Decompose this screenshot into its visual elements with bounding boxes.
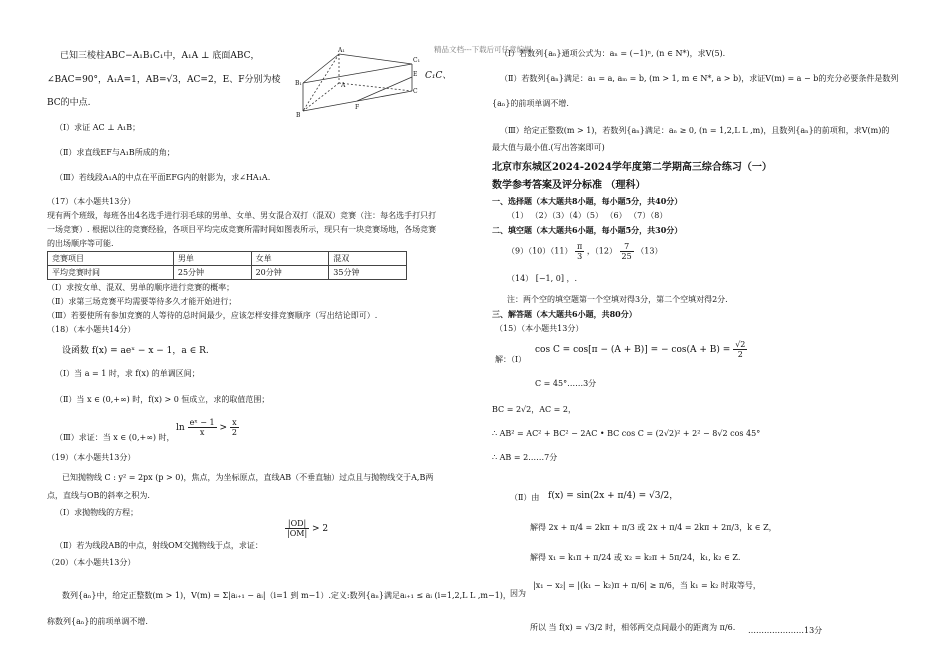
- label-a: A: [341, 82, 346, 89]
- q19-heading: （19）（本小题共13分）: [47, 453, 136, 462]
- q17-part-2: （Ⅱ）求第三场竞赛平均需要等待多久才能开始进行；: [47, 297, 237, 306]
- label-f: F: [355, 104, 360, 111]
- table-cell: 20分钟: [251, 266, 329, 280]
- part-2-roots: 解得 x₁ = k₁π + π/24 或 x₂ = k₂π + 5π/24，k₁, k₂ ∈ Z.: [530, 553, 741, 562]
- fill-11-fraction: [575, 242, 584, 261]
- label-b: B: [296, 112, 301, 119]
- q20-part-1: （Ⅰ）若数列{aₙ}通项公式为：aₙ = (−1)ⁿ, (n ∈ N*)，求V(5).: [500, 49, 726, 58]
- fill-14-label: （14）: [507, 274, 534, 283]
- choice-items: （1） （2）（3）（4）（5） （6） （7）（8）: [507, 211, 668, 220]
- q16-intro-line2: ∠BAC=90°，A₁A=1，AB=√3，AC=2，E、F分别为棱: [47, 75, 281, 85]
- q16-intro-line3: BC的中点.: [47, 98, 91, 108]
- q17-para-3: 的出场顺序等可能.: [47, 239, 114, 248]
- q16-intro-line1: 已知三棱柱ABC−A₁B₁C₁中，A₁A ⊥ 底面ABC，: [60, 51, 260, 61]
- table-cell: 混双: [329, 252, 407, 266]
- fraction-numerator: x: [230, 418, 239, 428]
- fraction-numerator: 7: [620, 242, 634, 252]
- q19-part-2: （Ⅱ）若为线段AB的中点，射线OM交抛物线于点，求证：: [55, 541, 263, 550]
- part-2-score: …………………13分: [748, 626, 823, 635]
- solution-c45: C = 45°……3分: [535, 379, 597, 388]
- fraction-denominator: 3: [577, 252, 583, 261]
- label-c1: C₁: [413, 57, 420, 64]
- q18-part-2: （Ⅱ）当 x ∈ (0,+∞) 时，f(x) > 0 恒成立，求的取值范围；: [55, 395, 270, 404]
- fraction-denominator: x: [199, 428, 205, 437]
- fill-14: [507, 273, 577, 284]
- fraction-denominator: 2: [231, 428, 237, 437]
- label-a1: A₁: [338, 47, 345, 54]
- fill-12-label: ，（12）: [586, 246, 617, 256]
- label-c: C: [413, 88, 418, 95]
- q20-heading: （20）（本小题共13分）: [47, 558, 136, 567]
- solution-bc: BC = 2√2，AC = 2，: [492, 405, 576, 414]
- solution-label: 解：（Ⅰ）: [495, 355, 527, 364]
- q20-part-3: （Ⅲ）给定正整数(m > 1)，若数列{aₙ}满足：aₙ ≥ 0, (n = 1,2,L L ,m)，且数列{aₙ}的前项和，求V(m)的: [500, 126, 890, 135]
- table-cell: 女单: [251, 252, 329, 266]
- fill-answers: [507, 242, 662, 261]
- q18-function: 设函数 f(x) = aeˣ − x − 1，a ∈ R.: [62, 346, 209, 356]
- table-cell: 35分钟: [329, 266, 407, 280]
- fraction-denominator: 25: [621, 252, 632, 261]
- table-header-row: [48, 252, 407, 266]
- q15-heading: （15）（本小题共13分）: [495, 324, 584, 333]
- fill-13-label: （13）: [636, 246, 663, 256]
- q20-para-2: 称数列{aₙ}的前项单调不增.: [47, 617, 148, 626]
- q20-part-3-cont: 最大值与最小值.(写出答案即可): [492, 143, 605, 152]
- fraction-denominator: 2: [737, 350, 743, 359]
- q18-lhs-fraction: [188, 418, 217, 437]
- fraction-numerator: π: [577, 242, 583, 251]
- fill-note: 注：两个空的填空题第一个空填对得3分，第二个空填对得2分.: [507, 295, 728, 304]
- q20-part-2: （Ⅱ）若数列{aₙ}满足：a₁ = a, aₘ = b, (m > 1, m ∈ N*, a > b)，求证V(m) = a − b的充分必要条件是数列: [500, 74, 899, 83]
- fill-12-fraction: [620, 242, 634, 261]
- q18-inequality: [176, 418, 239, 437]
- cos-expression: cos C = cos[π − (A + B)] = − cos(A + B) =: [535, 345, 731, 355]
- label-b1: B₁: [295, 80, 302, 87]
- q17-para-2: 一场竞赛）. 根据以往的竞赛经验，各项目平均完成竞赛所需时间如图表所示，现只有一块竞赛场地，各场竞赛: [47, 225, 437, 234]
- section-fill: 二、填空题（本大题共6小题，每小题5分，共30分）: [492, 225, 683, 235]
- q18-rhs-fraction: [230, 418, 239, 437]
- header-note: 精品文档---下载后可任意编辑: [434, 45, 532, 54]
- q16-part-2: （Ⅱ）求直线EF与A₁B所成的角；: [55, 148, 175, 157]
- q18-part-3: （Ⅲ）求证：当 x ∈ (0,+∞) 时，: [55, 433, 175, 442]
- fill-14-value: [−1, 0]: [535, 274, 564, 283]
- q20-para-1: 数列{aₙ}中，给定正整数(m > 1)，V(m) = Σ|aᵢ₊₁ − aᵢ|（i=1 到 m−1）.定义:数列{aₙ}满足aᵢ₊₁ ≤ aᵢ (i=1,2,L L ,m−1)，: [62, 591, 511, 600]
- q18-part-1: （Ⅰ）当 a = 1 时，求 f(x) 的单调区间；: [55, 369, 200, 378]
- solution-cos: [535, 340, 747, 359]
- part-2-label: （Ⅱ）由: [510, 493, 540, 502]
- q18-heading: （18）（本小题共14分）: [47, 325, 136, 334]
- part-2-conclusion: 所以 当 f(x) = √3/2 时，相邻两交点间最小的距离为 π/6.: [530, 623, 736, 632]
- fraction-numerator: eˣ − 1: [189, 418, 215, 427]
- table-cell: 男单: [173, 252, 251, 266]
- solution-ab: ∴ AB = 2……7分: [492, 453, 558, 462]
- q19-ratio: [285, 519, 328, 538]
- q17-part-3: （Ⅲ）若要使所有参加竞赛的人等待的总时间最少，应该怎样安排竞赛顺序（写出结论即可）.: [47, 311, 378, 320]
- match-time-table: [47, 251, 407, 280]
- fraction-numerator: √2: [735, 340, 746, 349]
- section-solve: 三、解答题（本大题共6小题，共80分）: [492, 309, 637, 319]
- q19-para-2: 点，直线与OB的斜率之积为.: [47, 491, 150, 500]
- q17-para-1: 现有两个班级，每班各出4名选手进行羽毛球的男单、女单、男女混合双打（混双）竞赛（注：每名选手打只打: [47, 211, 437, 220]
- greater-than-two: > 2: [312, 524, 329, 534]
- part-2-abs: |x₁ − x₂| = |(k₁ − k₂)π + π/6| ≥ π/6，当 k₁ = k₂ 时取等号，: [533, 581, 761, 590]
- q17-heading: （17）（本小题共13分）: [47, 197, 136, 206]
- q19-fraction: [285, 519, 309, 538]
- part-2-solve: 解得 2x + π/4 = 2kπ + π/3 或 2x + π/4 = 2kπ + 2π/3，k ∈ Z，: [530, 523, 777, 532]
- solution-ab-squared: ∴ AB² = AC² + BC² − 2AC • BC cos C = (2√2)² + 2² − 8√2 cos 45°: [492, 429, 761, 438]
- q20-part-2-cont: {aₙ}的前项单调不增.: [492, 99, 569, 108]
- part-2-because: 因为: [510, 589, 526, 598]
- q16-part-1: （Ⅰ）求证 AC ⊥ A₁B；: [55, 123, 141, 132]
- answer-subtitle: 数学参考答案及评分标准 （理科）: [492, 180, 646, 191]
- fraction-denominator: |OM|: [287, 529, 308, 538]
- q16-part-3: （Ⅲ）若线段A₁A的中点在平面EFG内的射影为，求∠HA₁A.: [55, 173, 271, 182]
- q16-intro-line2b: C₁C、: [425, 71, 452, 81]
- cos-fraction: [733, 340, 747, 359]
- table-row: [48, 266, 407, 280]
- prism-figure: [295, 45, 420, 120]
- ln-symbol: ln: [176, 423, 185, 433]
- q19-part-1: （Ⅰ）求抛物线的方程；: [55, 508, 139, 517]
- fraction-numerator: |OD|: [285, 519, 309, 529]
- table-cell: 25分钟: [173, 266, 251, 280]
- fill-9-11: （9）（10）（11）: [507, 246, 573, 256]
- q17-part-1: （Ⅰ）求按女单、混双、男单的顺序进行竞赛的概率；: [47, 283, 235, 292]
- fill-14-end: ，.: [566, 274, 578, 283]
- table-cell: 平均竞赛时间: [48, 266, 174, 280]
- answer-title: 北京市东城区2024-2024学年度第二学期高三综合练习（一）: [492, 162, 772, 173]
- part-2-equation: f(x) = sin(2x + π/4) = √3/2，: [548, 491, 679, 501]
- table-cell: 竞赛项目: [48, 252, 174, 266]
- label-e: E: [413, 71, 418, 78]
- q19-para-1: 已知抛物线 C : y² = 2px (p > 0)，焦点，为坐标原点，直线AB（不垂直轴）过点且与抛物线交于A,B两: [62, 473, 434, 482]
- greater-than: >: [219, 423, 227, 433]
- section-choice: 一、选择题（本大题共8小题，每小题5分，共40分）: [492, 196, 683, 206]
